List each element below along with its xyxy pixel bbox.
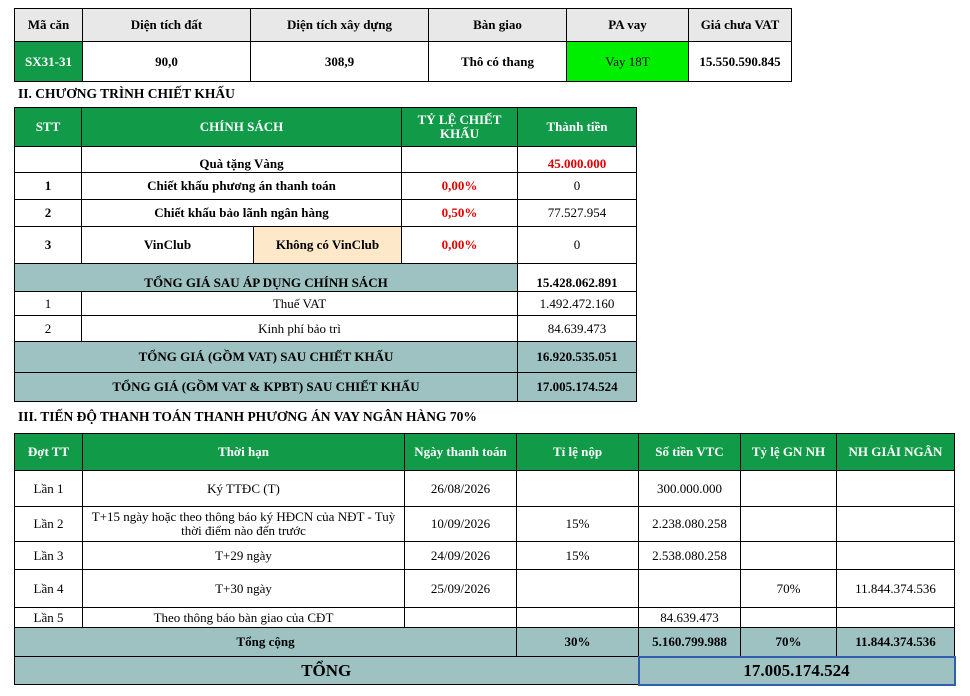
gift-label: Quà tặng Vàng (82, 147, 402, 173)
header-loan-plan: PA vay (567, 9, 689, 42)
gift-rate (402, 147, 518, 173)
sum-label: Tổng cộng (15, 628, 517, 657)
vtc-amount: 2.238.080.258 (639, 507, 741, 542)
pay-rate: 15% (517, 507, 639, 542)
vinclub-amount: 0 (518, 227, 637, 264)
row-policy: Chiết khấu phương án thanh toán (82, 173, 402, 200)
header-phase: Đợt TT (15, 434, 83, 471)
payment-schedule-table (14, 433, 956, 686)
pay-date: 24/09/2026 (405, 542, 517, 570)
pay-date: 10/09/2026 (405, 507, 517, 542)
phase: Lần 3 (15, 542, 83, 570)
table-row (15, 608, 955, 628)
gn-rate: 70% (741, 570, 837, 608)
term: Theo thông báo bàn giao của CĐT (83, 608, 405, 628)
header-land-area: Diện tích đất (83, 9, 251, 42)
section3-title: III. TIẾN ĐỘ THANH TOÁN THANH PHƯƠNG ÁN VAY NGÂN HÀNG 70% (18, 409, 477, 424)
vat-amount: 1.492.472.160 (518, 292, 637, 316)
sum-amount: 5.160.799.988 (639, 628, 741, 657)
vinclub-option-select[interactable]: Không có VinClub (254, 227, 402, 264)
header-amount: Thành tiền (518, 108, 637, 147)
phase: Lần 1 (15, 471, 83, 507)
vtc-amount (639, 570, 741, 608)
loan-plan: Vay 18T (567, 42, 689, 82)
total-vat-label: TỔNG GIÁ (GỒM VAT) SAU CHIẾT KHẤU (15, 342, 518, 373)
vtc-amount: 300.000.000 (639, 471, 741, 507)
row-amount: 77.527.954 (518, 200, 637, 227)
total-vat-amount: 16.920.535.051 (518, 342, 637, 373)
table-row (15, 200, 637, 227)
term: Ký TTĐC (T) (83, 471, 405, 507)
gn-rate (741, 542, 837, 570)
header-term: Thời hạn (83, 434, 405, 471)
phase: Lần 2 (15, 507, 83, 542)
pay-date (405, 608, 517, 628)
pay-date: 25/09/2026 (405, 570, 517, 608)
row-policy: Chiết khấu bảo lãnh ngân hàng (82, 200, 402, 227)
pay-date: 26/08/2026 (405, 471, 517, 507)
gn-rate (741, 471, 837, 507)
disbursement (837, 542, 955, 570)
maintenance-label: Kinh phí bảo trì (82, 316, 518, 342)
handover: Thô có thang (429, 42, 567, 82)
sum-disbursement: 11.844.374.536 (837, 628, 955, 657)
total-vat-kpbt-amount: 17.005.174.524 (518, 373, 637, 402)
price-ex-vat: 15.550.590.845 (689, 42, 792, 82)
header-discount-rate: TỶ LỆ CHIẾT KHẤU (402, 108, 518, 147)
unit-summary-table (14, 8, 792, 82)
term: T+15 ngày hoặc theo thông báo ký HĐCN của NĐT - Tuỳ thời điểm nào đến trước (83, 507, 405, 542)
row-stt: 2 (15, 200, 82, 227)
maintenance-stt: 2 (15, 316, 82, 342)
total-after-label: TỔNG GIÁ SAU ÁP DỤNG CHÍNH SÁCH (15, 264, 518, 292)
gift-amount: 45.000.000 (518, 147, 637, 173)
gn-rate (741, 507, 837, 542)
sum-gn-rate: 70% (741, 628, 837, 657)
pay-rate (517, 570, 639, 608)
header-price-ex-vat: Giá chưa VAT (689, 9, 792, 42)
disbursement (837, 471, 955, 507)
vinclub-rate: 0,00% (402, 227, 518, 264)
header-pay-rate: Tỉ lệ nộp (517, 434, 639, 471)
vat-stt: 1 (15, 292, 82, 316)
build-area: 308,9 (251, 42, 429, 82)
total-after-amount: 15.428.062.891 (518, 264, 637, 292)
header-gn-rate: Tỷ lệ GN NH (741, 434, 837, 471)
grand-total-label: TỔNG (15, 657, 639, 685)
disbursement (837, 507, 955, 542)
table-row (15, 542, 955, 570)
vat-label: Thuế VAT (82, 292, 518, 316)
row-rate: 0,50% (402, 200, 518, 227)
header-stt: STT (15, 108, 82, 147)
gn-rate (741, 608, 837, 628)
land-area: 90,0 (83, 42, 251, 82)
discount-table (14, 107, 637, 402)
header-bank-disbursement: NH GIẢI NGÂN (837, 434, 955, 471)
table-row (15, 570, 955, 608)
vtc-amount: 2.538.080.258 (639, 542, 741, 570)
maintenance-amount: 84.639.473 (518, 316, 637, 342)
disbursement (837, 608, 955, 628)
pay-rate (517, 471, 639, 507)
vtc-amount: 84.639.473 (639, 608, 741, 628)
header-unit-code: Mã căn (15, 9, 83, 42)
row-stt: 1 (15, 173, 82, 200)
sum-rate: 30% (517, 628, 639, 657)
header-pay-date: Ngày thanh toán (405, 434, 517, 471)
pay-rate (517, 608, 639, 628)
grand-total-amount: 17.005.174.524 (639, 657, 955, 685)
phase: Lần 5 (15, 608, 83, 628)
vinclub-stt: 3 (15, 227, 82, 264)
pay-rate: 15% (517, 542, 639, 570)
vinclub-label: VinClub (82, 227, 254, 264)
table-row (15, 507, 955, 542)
unit-code: SX31-31 (15, 42, 83, 82)
header-vtc-amount: Số tiền VTC (639, 434, 741, 471)
row-amount: 0 (518, 173, 637, 200)
table-row (15, 173, 637, 200)
header-build-area: Diện tích xây dựng (251, 9, 429, 42)
section2-title: II. CHƯƠNG TRÌNH CHIẾT KHẤU (18, 86, 235, 101)
header-policy: CHÍNH SÁCH (82, 108, 402, 147)
disbursement: 11.844.374.536 (837, 570, 955, 608)
row-rate: 0,00% (402, 173, 518, 200)
phase: Lần 4 (15, 570, 83, 608)
term: T+29 ngày (83, 542, 405, 570)
total-vat-kpbt-label: TỔNG GIÁ (GỒM VAT & KPBT) SAU CHIẾT KHẤU (15, 373, 518, 402)
term: T+30 ngày (83, 570, 405, 608)
table-row (15, 471, 955, 507)
header-handover: Bàn giao (429, 9, 567, 42)
gift-stt (15, 147, 82, 173)
